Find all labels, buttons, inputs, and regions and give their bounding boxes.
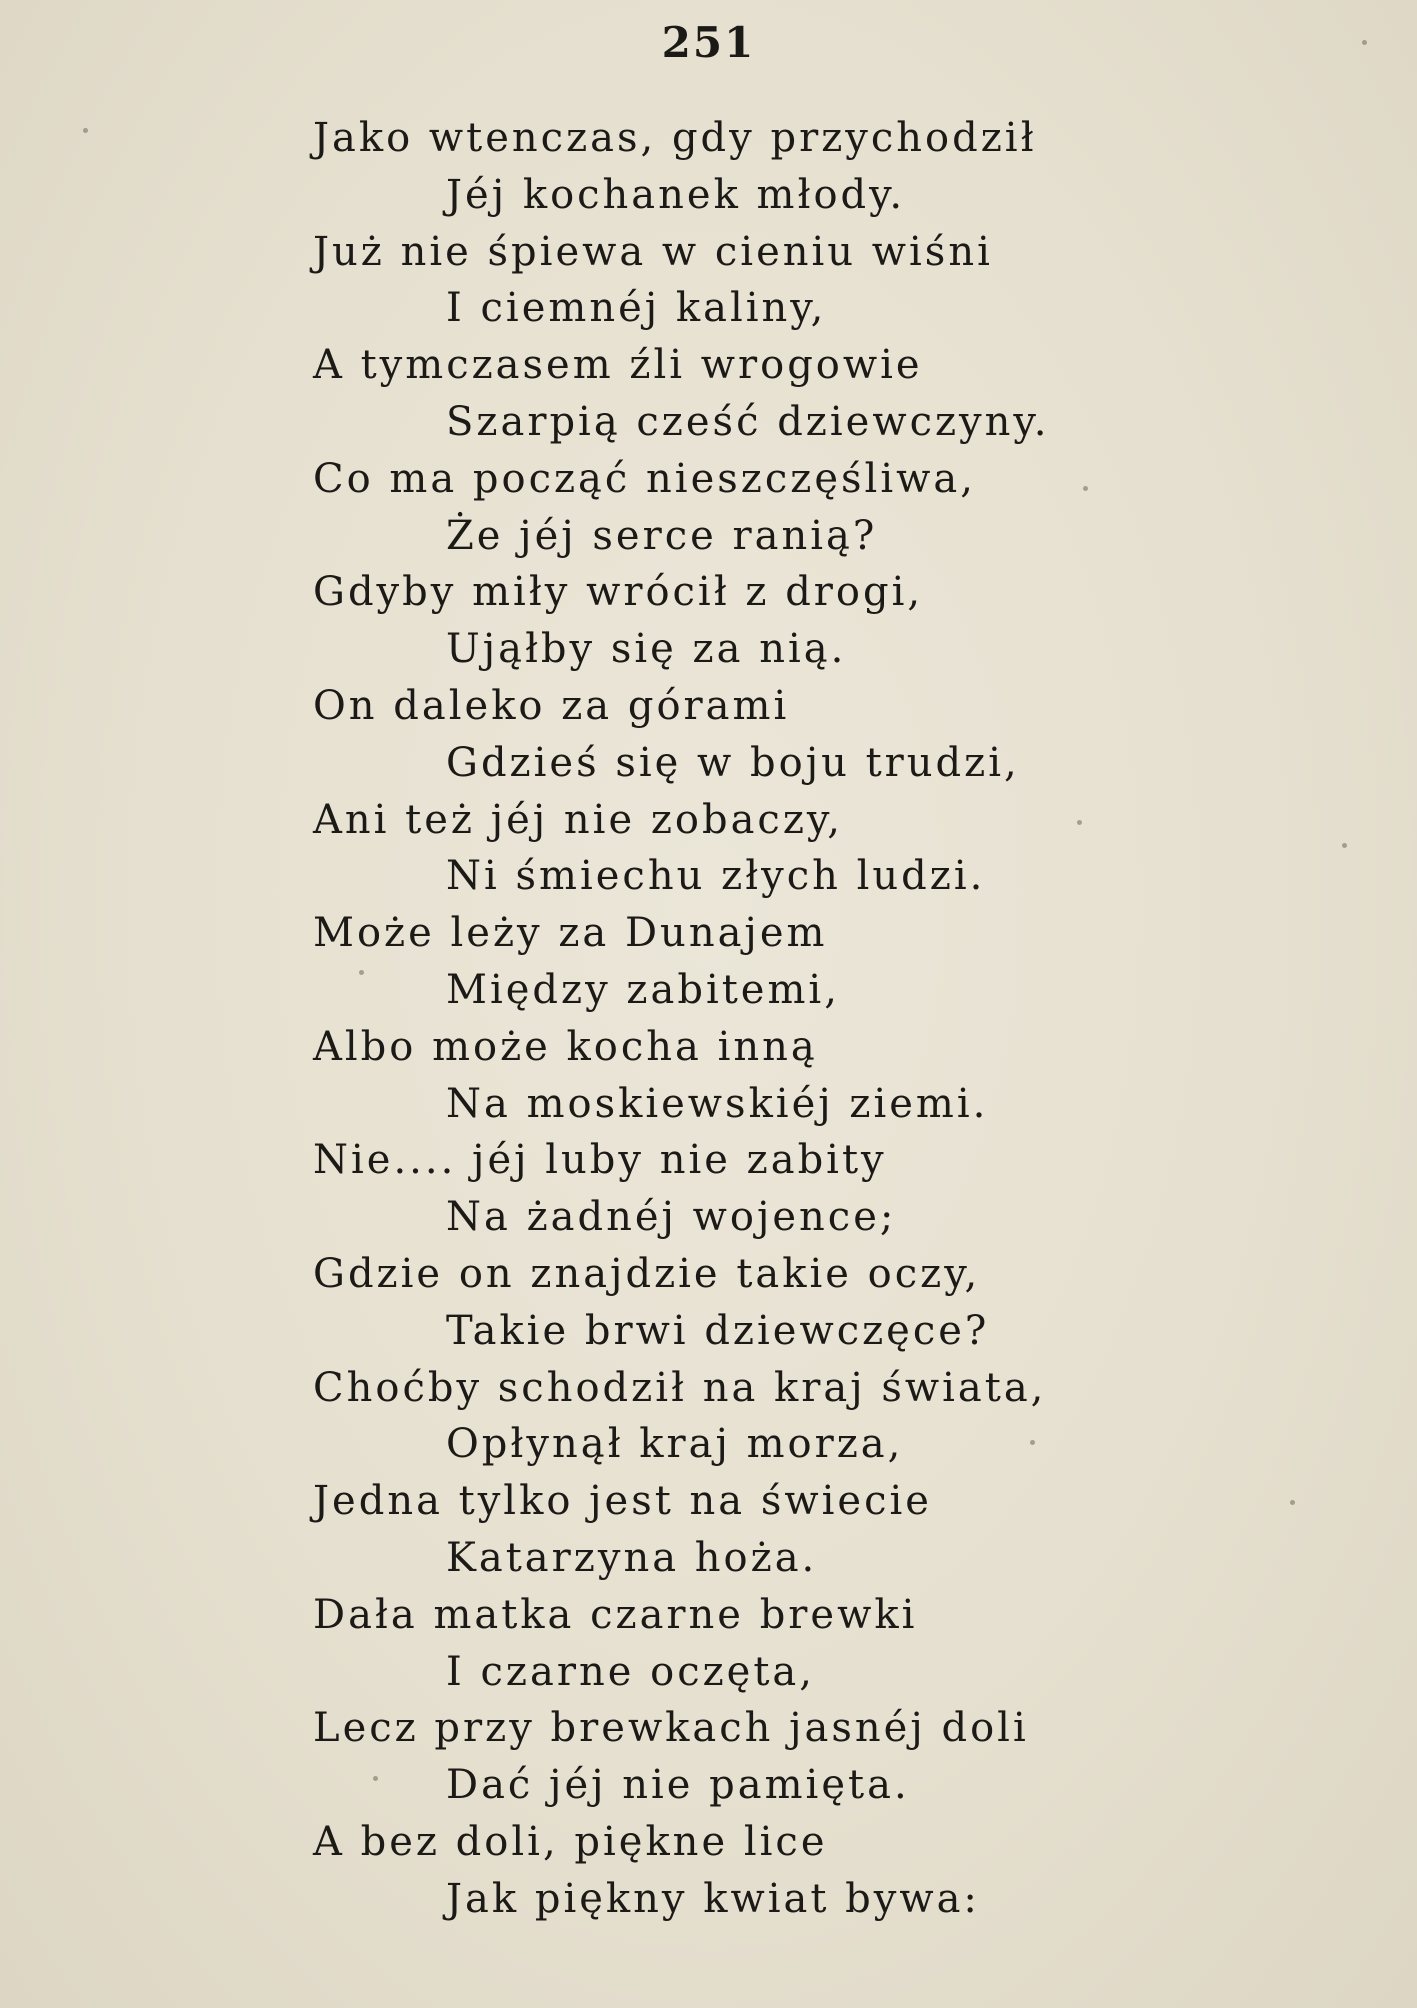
poem-line: Dała matka czarne brewki bbox=[313, 1591, 918, 1638]
print-speck bbox=[83, 128, 88, 133]
poem bbox=[313, 110, 1373, 1928]
poem-line: Między zabitemi, bbox=[446, 966, 840, 1013]
poem-line: Jéj kochanek młody. bbox=[446, 171, 906, 218]
poem-line: Może leży za Dunajem bbox=[313, 910, 828, 957]
poem-line: Gdzie on znajdzie takie oczy, bbox=[313, 1250, 981, 1297]
print-speck bbox=[1362, 40, 1367, 45]
poem-line: I czarne oczęta, bbox=[446, 1648, 815, 1695]
print-speck bbox=[359, 970, 364, 975]
print-speck bbox=[1030, 1440, 1035, 1445]
poem-line: Co ma począć nieszczęśliwa, bbox=[313, 455, 976, 502]
poem-line: I ciemnéj kaliny, bbox=[446, 285, 827, 332]
poem-line: Lecz przy brewkach jasnéj doli bbox=[313, 1705, 1029, 1752]
poem-line: Nie.... jéj luby nie zabity bbox=[313, 1137, 887, 1184]
poem-line: On daleko za górami bbox=[313, 682, 790, 729]
poem-line: Jedna tylko jest na świecie bbox=[313, 1478, 932, 1525]
poem-line: Na moskiewskiéj ziemi. bbox=[446, 1080, 989, 1127]
poem-line: Ani też jéj nie zobaczy, bbox=[313, 796, 843, 843]
poem-line: Że jéj serce ranią? bbox=[446, 512, 878, 559]
poem-line: Opłynął kraj morza, bbox=[446, 1421, 904, 1468]
print-speck bbox=[1077, 820, 1082, 825]
poem-line: Katarzyna hoża. bbox=[446, 1534, 818, 1581]
poem-line: Albo może kocha inną bbox=[313, 1023, 818, 1070]
poem-line: Gdyby miły wrócił z drogi, bbox=[313, 569, 924, 616]
poem-line: A bez doli, piękne lice bbox=[313, 1818, 828, 1865]
poem-line: A tymczasem źli wrogowie bbox=[313, 342, 923, 389]
poem-line: Już nie śpiewa w cieniu wiśni bbox=[313, 228, 993, 275]
poem-line: Choćby schodził na kraj świata, bbox=[313, 1364, 1047, 1411]
print-speck bbox=[1290, 1500, 1295, 1505]
print-speck bbox=[1342, 843, 1347, 848]
poem-line: Jako wtenczas, gdy przychodził bbox=[313, 115, 1037, 161]
poem-line: Ująłby się za nią. bbox=[446, 626, 847, 673]
poem-line: Jak piękny kwiat bywa: bbox=[446, 1875, 980, 1922]
print-speck bbox=[373, 1776, 378, 1781]
poem-line: Dać jéj nie pamięta. bbox=[446, 1762, 910, 1809]
poem-line: Szarpią cześć dziewczyny. bbox=[446, 398, 1050, 445]
poem-line: Ni śmiechu złych ludzi. bbox=[446, 853, 986, 900]
poem-line: Takie brwi dziewczęce? bbox=[446, 1307, 990, 1354]
poem-line: Na żadnéj wojence; bbox=[446, 1194, 897, 1241]
print-speck bbox=[1083, 486, 1088, 491]
poem-line: Gdzieś się w boju trudzi, bbox=[446, 739, 1020, 786]
page-number: 251 bbox=[661, 18, 756, 67]
